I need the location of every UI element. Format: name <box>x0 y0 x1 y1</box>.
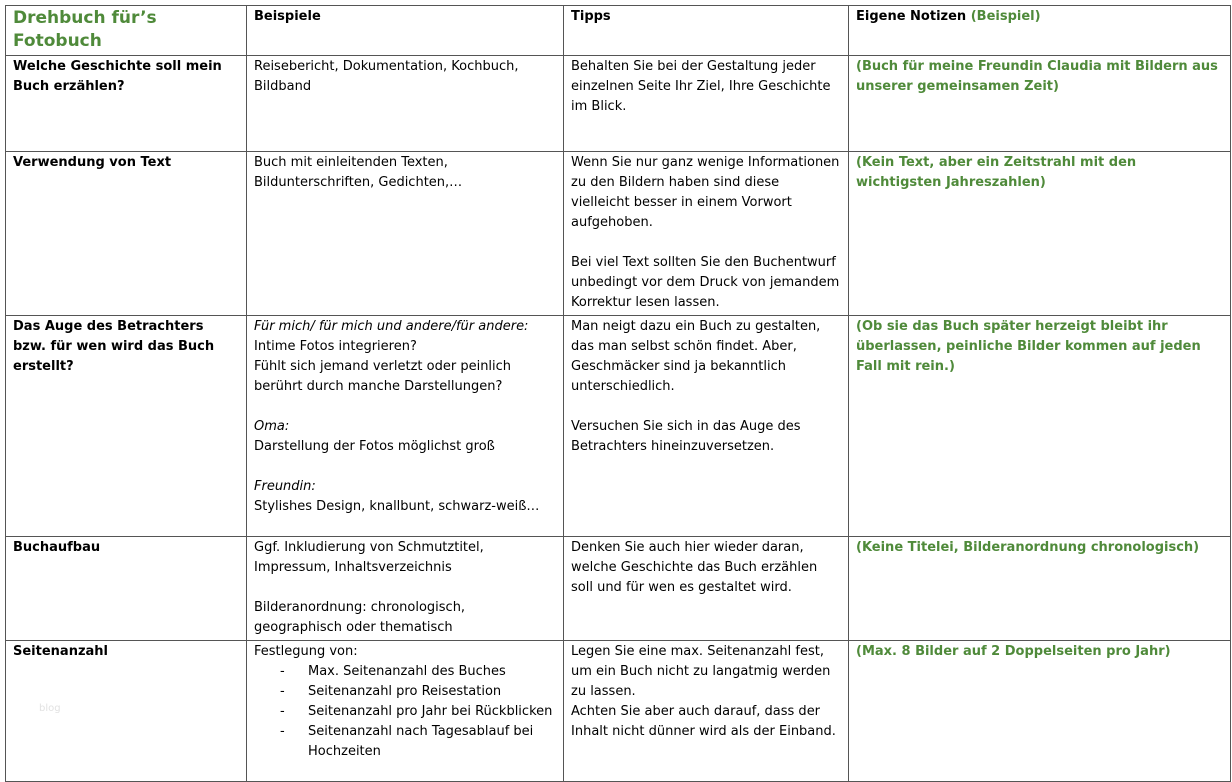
beispiele-line: Fühlt sich jemand verletzt oder peinlich berührt durch manche Darstellungen? <box>254 359 512 394</box>
column-header-notizen <box>849 6 1231 56</box>
tipps-paragraph: Bei viel Text sollten Sie den Buchentwurf unbedingt vor dem Druck von jemandem Korrektur lesen lassen. <box>571 255 840 310</box>
notiz-cell: (Max. 8 Bilder auf 2 Doppelseiten pro Jahr) <box>849 641 1231 782</box>
beispiele-paragraph: Bilderanordnung: chronologisch, geographisch oder thematisch <box>254 600 466 635</box>
beispiele-cell <box>247 641 564 782</box>
column-header-beispiele: Beispiele <box>247 6 564 56</box>
beispiele-heading: Festlegung von: <box>254 644 358 659</box>
beispiele-cell <box>247 537 564 641</box>
notiz-cell: (Kein Text, aber ein Zeitstrahl mit den wichtigsten Jahreszahlen) <box>849 152 1231 316</box>
tipps-paragraph: Versuchen Sie sich in das Auge des Betrachters hineinzuversetzen. <box>571 419 801 454</box>
beispiele-heading: Für mich/ für mich und andere/für andere: <box>254 319 529 334</box>
notiz-cell: (Buch für meine Freundin Claudia mit Bildern aus unserer gemeinsamen Zeit) <box>849 56 1231 152</box>
list-item: - Seitenanzahl pro Jahr bei Rückblicken <box>300 702 556 722</box>
list-item: - Max. Seitenanzahl des Buches <box>300 662 556 682</box>
watermark: blog <box>39 703 61 714</box>
row-label: Buchaufbau <box>6 537 247 641</box>
tipps-cell <box>564 641 849 782</box>
tipps-cell <box>564 152 849 316</box>
tipps-cell: Behalten Sie bei der Gestaltung jeder einzelnen Seite Ihr Ziel, Ihre Geschichte im Blick. <box>564 56 849 152</box>
storyboard-table <box>5 5 1231 782</box>
tipps-cell <box>564 316 849 537</box>
table-row <box>6 537 1231 641</box>
header-row <box>6 6 1231 56</box>
row-label: Das Auge des Betrachters bzw. für wen wird das Buch erstellt? <box>6 316 247 537</box>
tipps-cell: Denken Sie auch hier wieder daran, welche Geschichte das Buch erzählen soll und für wen es gestaltet wird. <box>564 537 849 641</box>
column-header-notizen-suffix: (Beispiel) <box>970 9 1041 24</box>
freundin-label: Freundin: <box>254 479 316 494</box>
table-title <box>6 6 247 56</box>
table-row <box>6 316 1231 537</box>
beispiele-list <box>254 662 556 762</box>
column-header-notizen-label: Eigene Notizen <box>856 9 967 24</box>
table-row <box>6 641 1231 782</box>
table-row <box>6 56 1231 152</box>
notiz-cell: (Keine Titelei, Bilderanordnung chronologisch) <box>849 537 1231 641</box>
tipps-paragraph: Man neigt dazu ein Buch zu gestalten, das man selbst schön findet. Aber, Geschmäcker sind ja bekanntlich unterschiedlich. <box>571 319 821 394</box>
freundin-text: Stylishes Design, knallbunt, schwarz-weiß… <box>254 499 540 514</box>
oma-text: Darstellung der Fotos möglichst groß <box>254 439 495 454</box>
beispiele-cell <box>247 316 564 537</box>
row-label: Seitenanzahl <box>6 641 247 782</box>
oma-label: Oma: <box>254 419 290 434</box>
table-row <box>6 152 1231 316</box>
row-label: Welche Geschichte soll mein Buch erzählen? <box>6 56 247 152</box>
beispiele-paragraph: Ggf. Inkludierung von Schmutztitel, Impressum, Inhaltsverzeichnis <box>254 540 484 575</box>
tipps-paragraph: Wenn Sie nur ganz wenige Informationen zu den Bildern haben sind diese vielleicht besser in einem Vorwort aufgehoben. <box>571 155 840 230</box>
notiz-cell: (Ob sie das Buch später herzeigt bleibt ihr überlassen, peinliche Bilder kommen auf jeden Fall mit rein.) <box>849 316 1231 537</box>
page-title: Drehbuch für’s Fotobuch <box>13 8 157 51</box>
beispiele-line: Intime Fotos integrieren? <box>254 339 417 354</box>
list-item: - Seitenanzahl nach Tagesablauf bei Hochzeiten <box>300 722 556 762</box>
beispiele-cell: Buch mit einleitenden Texten, Bildunterschriften, Gedichten,… <box>247 152 564 316</box>
list-item: - Seitenanzahl pro Reisestation <box>300 682 556 702</box>
row-label: Verwendung von Text <box>6 152 247 316</box>
beispiele-cell: Reisebericht, Dokumentation, Kochbuch, Bildband <box>247 56 564 152</box>
tipps-paragraph: Legen Sie eine max. Seitenanzahl fest, um ein Buch nicht zu langatmig werden zu lassen. <box>571 644 831 699</box>
tipps-paragraph: Achten Sie aber auch darauf, dass der Inhalt nicht dünner wird als der Einband. <box>571 704 836 739</box>
column-header-tipps: Tipps <box>564 6 849 56</box>
